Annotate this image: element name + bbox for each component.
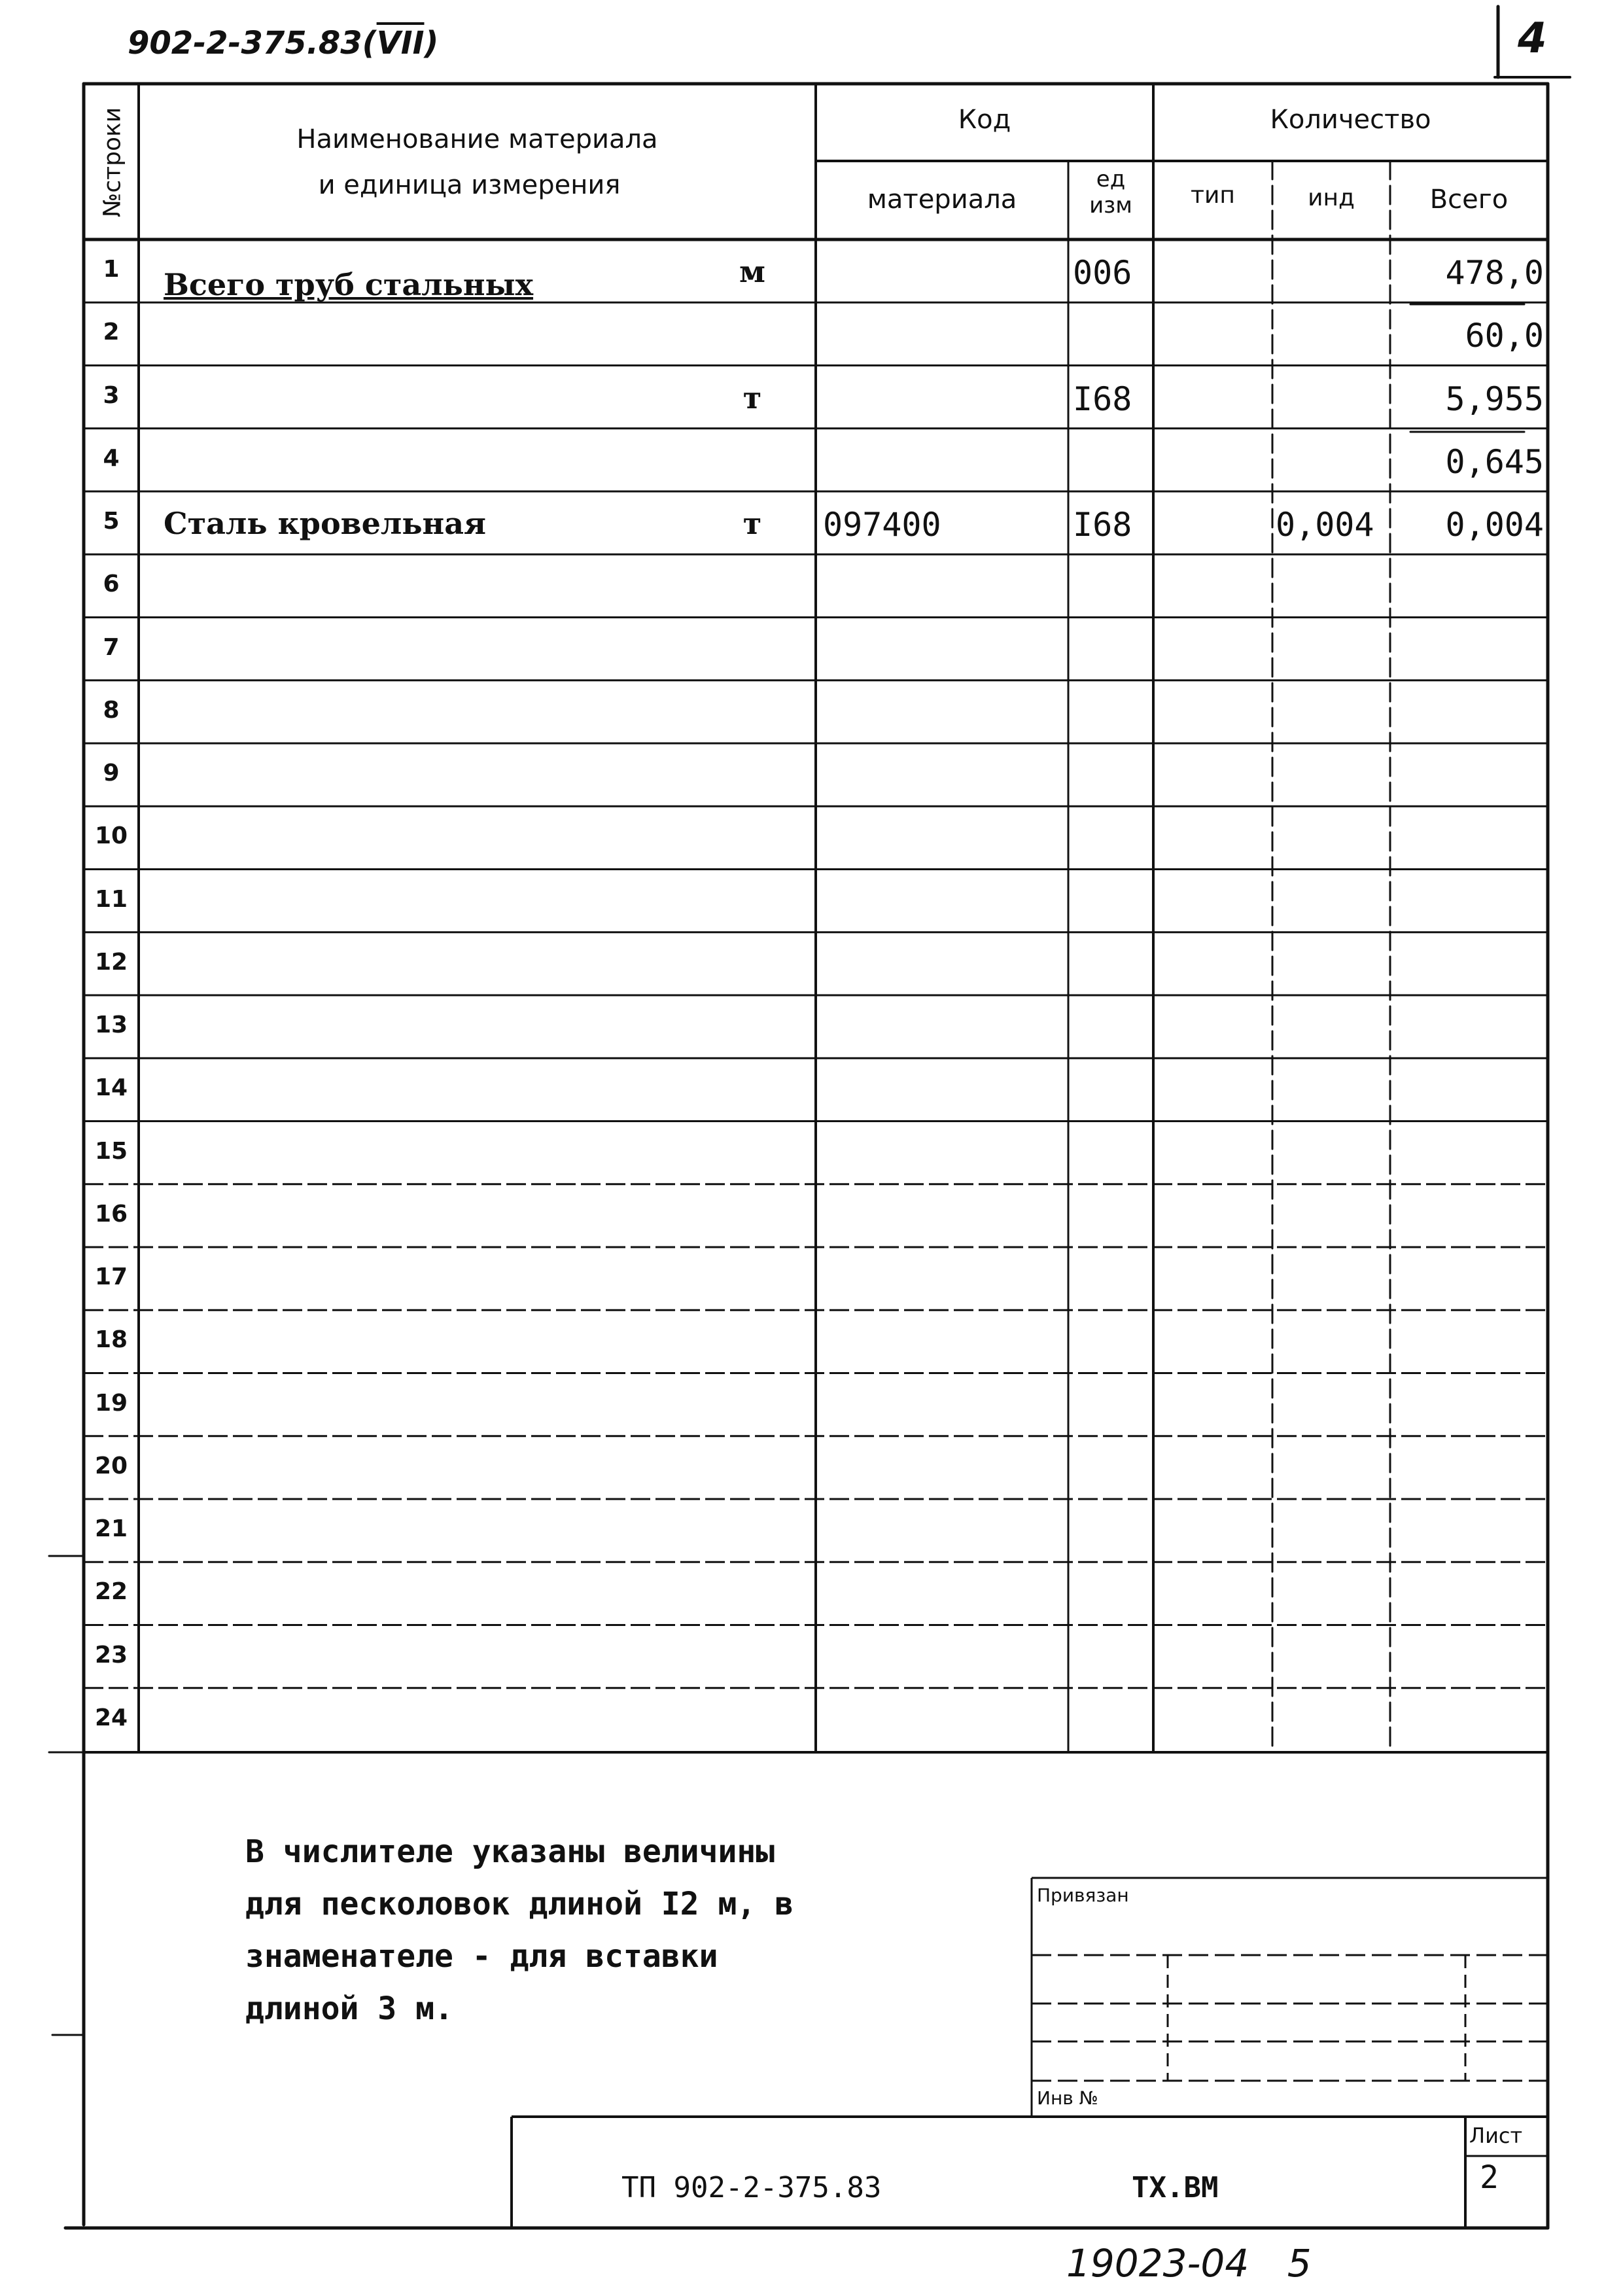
table-row bbox=[0, 680, 1623, 743]
corner-page-number: 4 bbox=[1518, 14, 1547, 63]
row-number: 23 bbox=[94, 1641, 128, 1669]
footnote-line-4: длиной 3 м. bbox=[245, 1990, 453, 2027]
document-code: $902-2-375.83(\overline{VII})$ bbox=[128, 25, 439, 62]
cell-unit: т bbox=[742, 506, 762, 541]
row-number: 12 bbox=[94, 948, 128, 976]
row-number: 6 bbox=[103, 571, 120, 598]
stamp-section-code: ТХ.ВМ bbox=[1132, 2171, 1219, 2204]
cell-unit: т bbox=[742, 380, 762, 415]
row-number: 7 bbox=[103, 633, 120, 661]
footnote bbox=[245, 1826, 794, 2035]
document-code-value: 902-2-375.83 bbox=[128, 25, 362, 62]
bound-label: Привязан bbox=[1037, 1884, 1129, 1906]
row-number: 24 bbox=[94, 1704, 128, 1731]
row-number: 5 bbox=[103, 508, 120, 535]
code-group-header: Код bbox=[958, 105, 1011, 135]
row-number: 10 bbox=[94, 822, 128, 850]
cell-ind: 0,004 bbox=[1276, 506, 1374, 544]
table-row bbox=[0, 302, 1623, 365]
row-number: 18 bbox=[94, 1326, 128, 1354]
table-row bbox=[0, 1373, 1623, 1436]
archive-page-number: 5 bbox=[1287, 2241, 1312, 2286]
type-header: тип bbox=[1191, 182, 1235, 209]
row-number: 1 bbox=[103, 256, 120, 283]
total-header: Всего bbox=[1429, 185, 1509, 215]
row-number: 19 bbox=[94, 1389, 128, 1417]
row-number: 16 bbox=[94, 1200, 128, 1227]
inventory-number-label: Инв № bbox=[1037, 2087, 1098, 2109]
row-number: 11 bbox=[94, 885, 128, 913]
table-row bbox=[0, 366, 1623, 429]
ind-header: инд bbox=[1308, 185, 1355, 211]
cell-unit-code: I68 bbox=[1073, 380, 1132, 418]
row-number: 4 bbox=[103, 444, 120, 472]
row-number: 13 bbox=[94, 1012, 128, 1038]
cell-total: 60,0 bbox=[1465, 317, 1544, 355]
row-number: 15 bbox=[94, 1137, 128, 1165]
row-number: 22 bbox=[94, 1578, 128, 1606]
table-row bbox=[0, 1625, 1623, 1688]
row-number: 20 bbox=[94, 1452, 128, 1479]
table-row bbox=[0, 1562, 1623, 1625]
footnote-line-3: знаменателе - для вставки bbox=[245, 1938, 718, 1975]
table-row bbox=[0, 554, 1623, 617]
cell-unit: м bbox=[739, 254, 765, 289]
row-number: 21 bbox=[94, 1515, 128, 1542]
sheet-label: Лист bbox=[1469, 2123, 1523, 2148]
row-number: 17 bbox=[94, 1263, 128, 1290]
cell-total: 0,645 bbox=[1445, 442, 1544, 481]
table-row bbox=[0, 743, 1623, 806]
table-row bbox=[0, 1122, 1623, 1184]
unit-header: ед изм bbox=[1089, 166, 1132, 219]
row-number: 14 bbox=[94, 1074, 128, 1102]
table-row bbox=[0, 995, 1623, 1058]
table-row bbox=[0, 1499, 1623, 1562]
row-number: 3 bbox=[103, 381, 120, 409]
row-number-header: №строки bbox=[99, 107, 126, 218]
row-number: 8 bbox=[103, 696, 120, 724]
table-row bbox=[0, 870, 1623, 932]
table-row bbox=[0, 618, 1623, 680]
archive-number-value: 19023-04 bbox=[1066, 2241, 1249, 2286]
name-header-line1: Наименование материала bbox=[296, 124, 658, 154]
footnote-line-2: для песколовок длиной I2 м, в bbox=[245, 1886, 794, 1922]
cell-unit-code: 006 bbox=[1073, 254, 1132, 292]
footnote-line-1: В числителе указаны величины bbox=[245, 1833, 775, 1870]
material-code-header: материала bbox=[867, 185, 1017, 215]
table-row bbox=[0, 1310, 1623, 1373]
cell-unit-code: I68 bbox=[1073, 506, 1132, 544]
table-row bbox=[0, 806, 1623, 869]
table-row bbox=[0, 1247, 1623, 1310]
cell-total: 5,955 bbox=[1445, 380, 1544, 418]
cell-total: 0,004 bbox=[1445, 506, 1544, 544]
table-row bbox=[0, 429, 1623, 491]
volume-number: $\overline{VII}$ bbox=[376, 25, 425, 62]
table-row bbox=[0, 239, 1623, 302]
table-row bbox=[0, 1184, 1623, 1247]
cell-material-code: 097400 bbox=[823, 506, 941, 544]
table-row bbox=[0, 1688, 1623, 1751]
stamp-document-code: ТП 902-2-375.83 bbox=[621, 2171, 882, 2204]
table-row bbox=[0, 1058, 1623, 1121]
row-number: 2 bbox=[103, 319, 120, 346]
table-row bbox=[0, 1436, 1623, 1499]
table-row bbox=[0, 932, 1623, 995]
quantity-group-header: Количество bbox=[1270, 105, 1431, 135]
cell-total: 478,0 bbox=[1445, 254, 1544, 292]
row-number: 9 bbox=[103, 760, 120, 786]
sheet-number: 2 bbox=[1480, 2159, 1499, 2196]
table-row bbox=[0, 491, 1623, 554]
archive-number bbox=[1066, 2241, 1312, 2286]
cell-name: Сталь кровельная bbox=[164, 506, 486, 541]
name-header-line2: и единица измерения bbox=[318, 170, 621, 200]
cell-name: Всего труб стальных bbox=[164, 267, 534, 302]
